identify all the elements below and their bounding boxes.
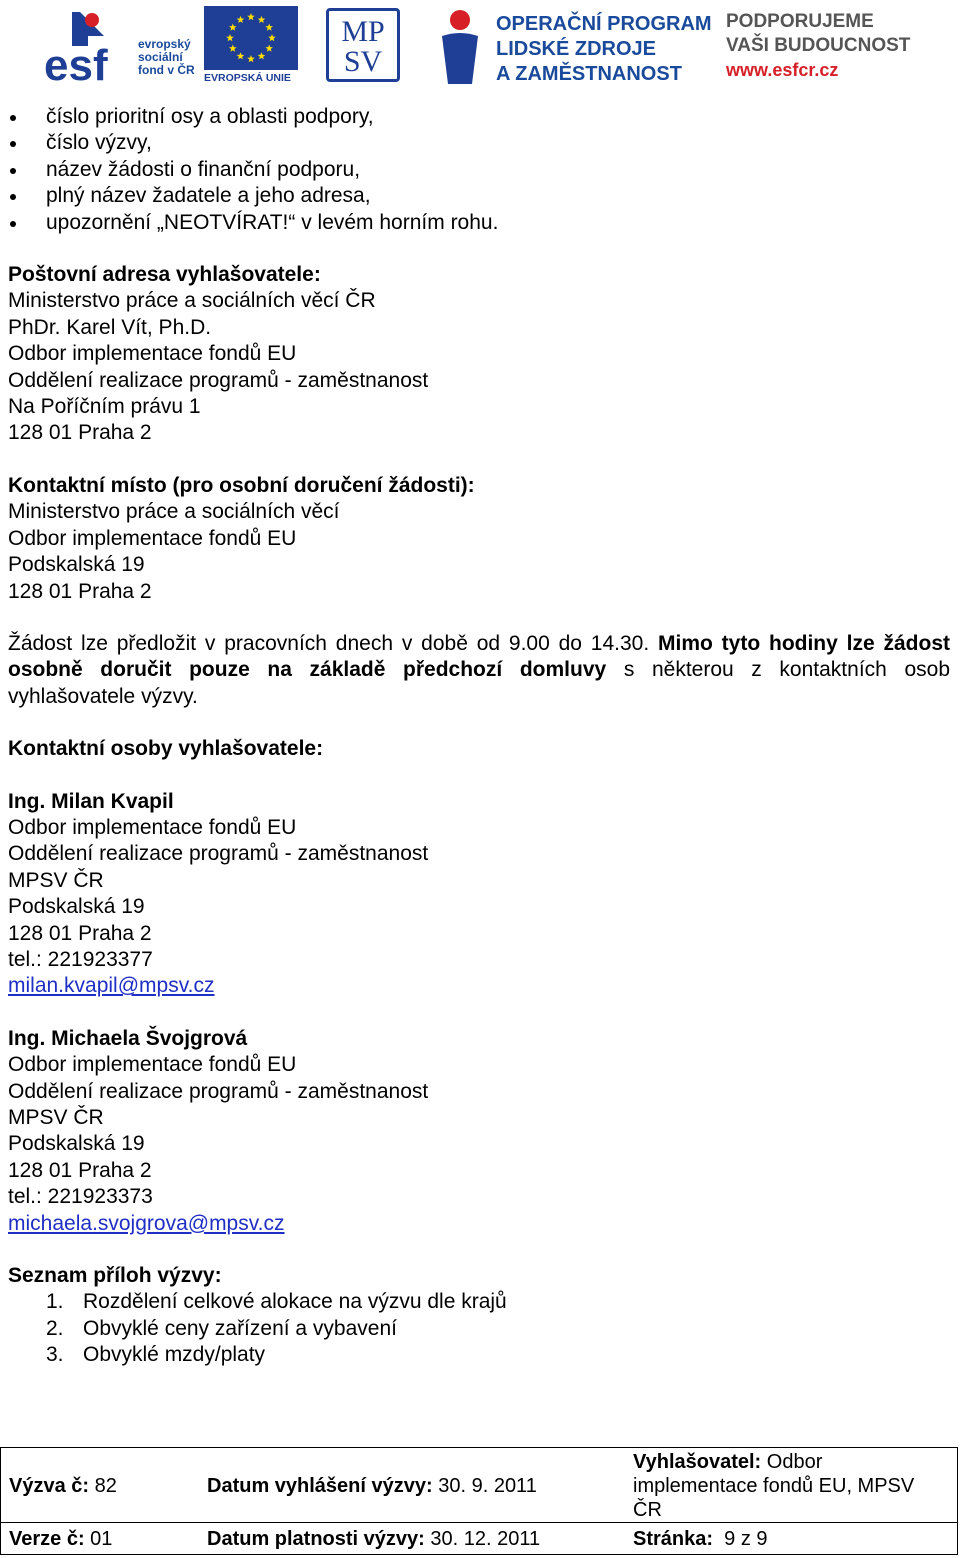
address-line: Odbor implementace fondů EU	[8, 526, 297, 550]
eu-star-icon	[265, 45, 273, 52]
valid-date: Datum platnosti výzvy: 30. 12. 2011	[207, 1528, 541, 1550]
address-line: Podskalská 19	[8, 553, 145, 577]
list-item: 1. Rozdělení celkové alokace na výzvu dle krajů	[46, 1290, 507, 1314]
header-logos	[0, 0, 960, 92]
eu-star-icon	[229, 24, 237, 31]
attachments-list	[8, 1289, 950, 1368]
contact-place-section	[8, 473, 950, 605]
eu-star-icon	[247, 55, 255, 62]
attachments-section	[8, 1263, 950, 1369]
eu-star-icon	[265, 24, 273, 31]
contact-card	[8, 789, 950, 1000]
address-line: 128 01 Praha 2	[8, 421, 152, 445]
contact-line: Podskalská 19	[8, 1132, 145, 1156]
version-number: Verze č: 01	[9, 1528, 113, 1550]
op-people-icon	[432, 8, 488, 84]
eu-star-icon	[226, 34, 234, 41]
section-heading: Kontaktní místo (pro osobní doručení žádosti):	[8, 473, 475, 497]
list-item: upozornění „NEOTVÍRAT!“ v levém horním rohu.	[8, 210, 950, 236]
eu-star-icon	[237, 16, 245, 23]
podporujeme-text: PODPORUJEME VAŠI BUDOUCNOST www.esfcr.cz	[726, 11, 911, 80]
contact-phone: tel.: 221923373	[8, 1185, 153, 1209]
announcer: Vyhlašovatel: Odbor implementace fondů EU, MPSV ČR	[633, 1451, 915, 1521]
footer-table	[0, 1447, 958, 1555]
announce-date: Datum vyhlášení výzvy: 30. 9. 2011	[207, 1475, 537, 1497]
contact-line: Oddělení realizace programů - zaměstnanost	[8, 842, 429, 866]
esf-mark-icon	[42, 6, 134, 84]
list-item: 2. Obvyklé ceny zařízení a vybavení	[46, 1316, 397, 1340]
op-logo-text: OPERAČNÍ PROGRAM LIDSKÉ ZDROJE A ZAMĚSTNANOST	[496, 13, 712, 85]
list-item: plný název žadatele a jeho adresa,	[8, 183, 950, 209]
contact-phone: tel.: 221923377	[8, 947, 153, 971]
list-item: 3. Obvyklé mzdy/platy	[46, 1343, 266, 1367]
address-line: PhDr. Karel Vít, Ph.D.	[8, 315, 212, 339]
podporujeme-logo	[726, 10, 916, 88]
contact-card	[8, 1026, 950, 1237]
document-body	[8, 104, 950, 1369]
email-link[interactable]: milan.kvapil@mpsv.cz	[8, 974, 215, 998]
address-line: Odbor implementace fondů EU	[8, 342, 297, 366]
contact-line: Odbor implementace fondů EU	[8, 1053, 297, 1077]
esf-logo-text: evropský sociální fond v ČR	[138, 37, 195, 77]
eu-star-icon	[229, 45, 237, 52]
esf-logo	[42, 6, 200, 84]
contact-line: Odbor implementace fondů EU	[8, 815, 297, 839]
address-line: Ministerstvo práce a sociálních věcí ČR	[8, 289, 376, 313]
contact-line: Oddělení realizace programů - zaměstnanost	[8, 1079, 429, 1103]
svg-text:esf: esf	[44, 41, 108, 84]
eu-caption: EVROPSKÁ UNIE	[204, 72, 291, 84]
envelope-requirements-list	[8, 104, 950, 236]
address-line: Ministerstvo práce a sociálních věcí	[8, 500, 340, 524]
contact-line: 128 01 Praha 2	[8, 921, 152, 945]
email-link[interactable]: michaela.svojgrova@mpsv.cz	[8, 1211, 285, 1235]
list-item: název žádosti o finanční podporu,	[8, 157, 950, 183]
call-number: Výzva č: 82	[9, 1475, 117, 1497]
eu-star-icon	[247, 13, 255, 20]
contact-name: Ing. Michaela Švojgrová	[8, 1026, 248, 1050]
contact-line: MPSV ČR	[8, 868, 104, 892]
section-heading: Seznam příloh výzvy:	[8, 1264, 222, 1288]
mpsv-logo: MP SV	[326, 8, 404, 84]
eu-star-icon	[268, 34, 276, 41]
eu-star-icon	[258, 16, 266, 23]
eu-star-icon	[258, 52, 266, 59]
page-number: Stránka: 9 z 9	[633, 1528, 768, 1550]
contact-name: Ing. Milan Kvapil	[8, 789, 174, 813]
contacts-section	[8, 736, 950, 1237]
eu-star-icon	[237, 52, 245, 59]
eu-flag-icon	[204, 6, 298, 70]
contact-line: Podskalská 19	[8, 895, 145, 919]
address-line: Oddělení realizace programů - zaměstnanost	[8, 368, 429, 392]
address-line: 128 01 Praha 2	[8, 579, 152, 603]
list-item: číslo výzvy,	[8, 130, 950, 156]
postal-address-section	[8, 262, 950, 447]
contact-line: 128 01 Praha 2	[8, 1158, 152, 1182]
op-lzz-logo	[432, 6, 712, 88]
eu-flag-logo	[204, 6, 298, 84]
section-heading: Poštovní adresa vyhlašovatele:	[8, 263, 321, 287]
section-heading: Kontaktní osoby vyhlašovatele:	[8, 737, 324, 761]
submission-hours-paragraph: Žádost lze předložit v pracovních dnech v době od 9.00 do 14.30. Mimo tyto hodiny lze žádost osobně doručit pouze na základě předchozí domluvy s některou z kontaktních osob vyhlašovatele výzvy.	[8, 631, 951, 708]
list-item: číslo prioritní osy a oblasti podpory,	[8, 104, 950, 130]
address-line: Na Poříčním právu 1	[8, 395, 201, 419]
contact-line: MPSV ČR	[8, 1106, 104, 1129]
